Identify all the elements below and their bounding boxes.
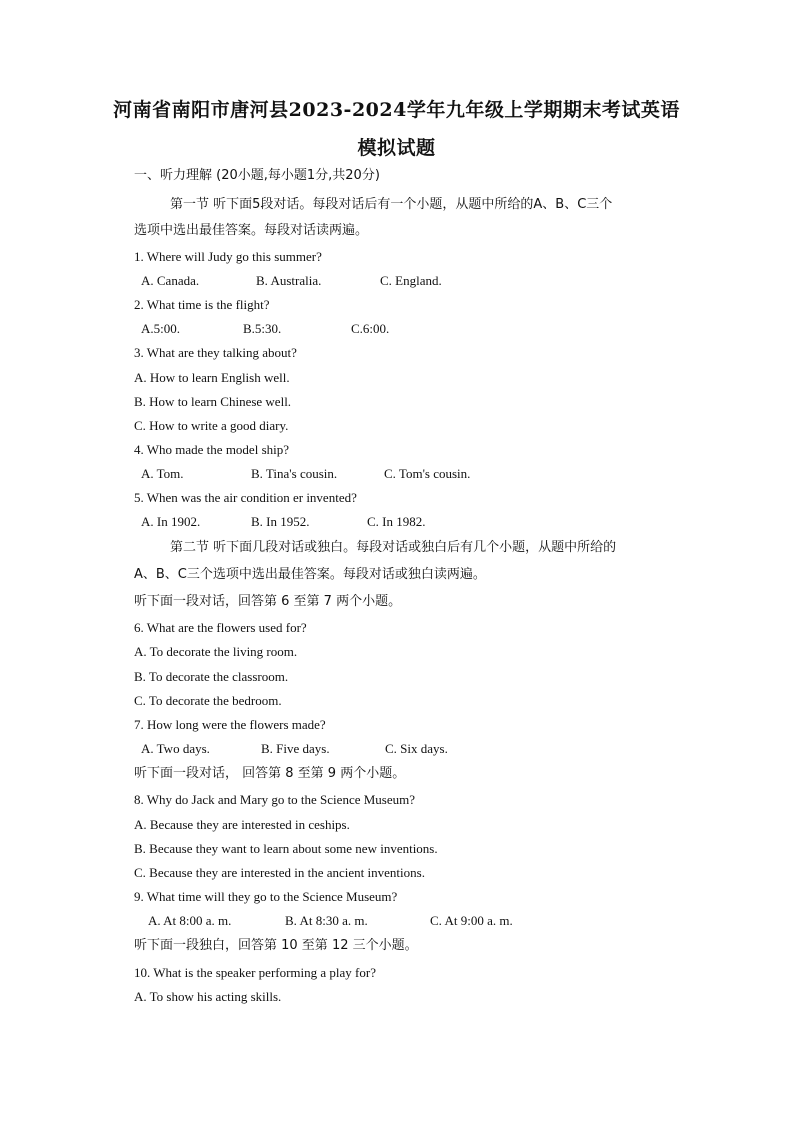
q5-option-c: C. In 1982.	[367, 514, 426, 529]
part2-intro: 第二节 听下面几段对话或独白。每段对话或独白后有几个小题，从题中所给的	[170, 540, 617, 555]
q7-option-b: B. Five days.	[261, 741, 330, 756]
group-instruction-2: 听下面一段对话， 回答第 8 至第 9 两个小题。	[134, 766, 406, 781]
q6-option-b: B. To decorate the classroom.	[134, 669, 289, 684]
question-9: 9. What time will they go to the Science Museum?	[134, 889, 398, 904]
exam-title-line2: 模拟试题	[357, 137, 436, 159]
q6-option-c: C. To decorate the bedroom.	[134, 693, 282, 708]
q2-option-c: C.6:00.	[351, 321, 390, 336]
q7-option-c: C. Six days.	[385, 741, 448, 756]
q9-option-c: C. At 9:00 a. m.	[430, 913, 513, 928]
question-4: 4. Who made the model ship?	[134, 442, 290, 457]
part2-intro-cont: A、B、C三个选项中选出最佳答案。每段对话或独白读两遍。	[134, 567, 486, 582]
q5-option-b: B. In 1952.	[251, 514, 310, 529]
section1-heading: 一、听力理解 (20小题,每小题1分,共20分)	[134, 168, 380, 183]
exam-title-line1: 河南省南阳市唐河县2023-2024学年九年级上学期期末考试英语	[113, 99, 680, 121]
part1-intro-cont: 选项中选出最佳答案。每段对话读两遍。	[134, 223, 369, 238]
q8-option-c: C. Because they are interested in the ancient inventions.	[134, 865, 425, 880]
question-2: 2. What time is the flight?	[134, 297, 270, 312]
q3-option-a: A. How to learn English well.	[134, 370, 290, 385]
question-10: 10. What is the speaker performing a play for?	[134, 965, 376, 980]
q3-option-b: B. How to learn Chinese well.	[134, 394, 292, 409]
question-1: 1. Where will Judy go this summer?	[134, 249, 322, 264]
q7-option-a: A. Two days.	[141, 741, 210, 756]
group-instruction-3: 听下面一段独白，回答第 10 至第 12 三个小题。	[134, 938, 418, 953]
part1-intro: 第一节 听下面5段对话。每段对话后有一个小题，从题中所给的A、B、C三个	[170, 197, 613, 212]
question-6: 6. What are the flowers used for?	[134, 620, 307, 635]
q1-option-c: C. England.	[380, 273, 442, 288]
q1-option-b: B. Australia.	[256, 273, 322, 288]
group-instruction-1: 听下面一段对话，回答第 6 至第 7 两个小题。	[134, 594, 402, 609]
q4-option-a: A. Tom.	[141, 466, 184, 481]
q9-option-a: A. At 8:00 a. m.	[148, 913, 232, 928]
q3-option-c: C. How to write a good diary.	[134, 418, 289, 433]
question-3: 3. What are they talking about?	[134, 345, 297, 360]
q2-option-a: A.5:00.	[141, 321, 180, 336]
q5-option-a: A. In 1902.	[141, 514, 201, 529]
q1-option-a: A. Canada.	[141, 273, 200, 288]
q4-option-b: B. Tina's cousin.	[251, 466, 338, 481]
q10-option-a: A. To show his acting skills.	[134, 989, 282, 1004]
question-7: 7. How long were the flowers made?	[134, 717, 326, 732]
q8-option-b: B. Because they want to learn about some new inventions.	[134, 841, 438, 856]
question-8: 8. Why do Jack and Mary go to the Science Museum?	[134, 792, 415, 807]
q6-option-a: A. To decorate the living room.	[134, 644, 298, 659]
q8-option-a: A. Because they are interested in ceships.	[134, 817, 350, 832]
q4-option-c: C. Tom's cousin.	[384, 466, 471, 481]
q9-option-b: B. At 8:30 a. m.	[285, 913, 368, 928]
q2-option-b: B.5:30.	[243, 321, 282, 336]
question-5: 5. When was the air condition er invented?	[134, 490, 357, 505]
